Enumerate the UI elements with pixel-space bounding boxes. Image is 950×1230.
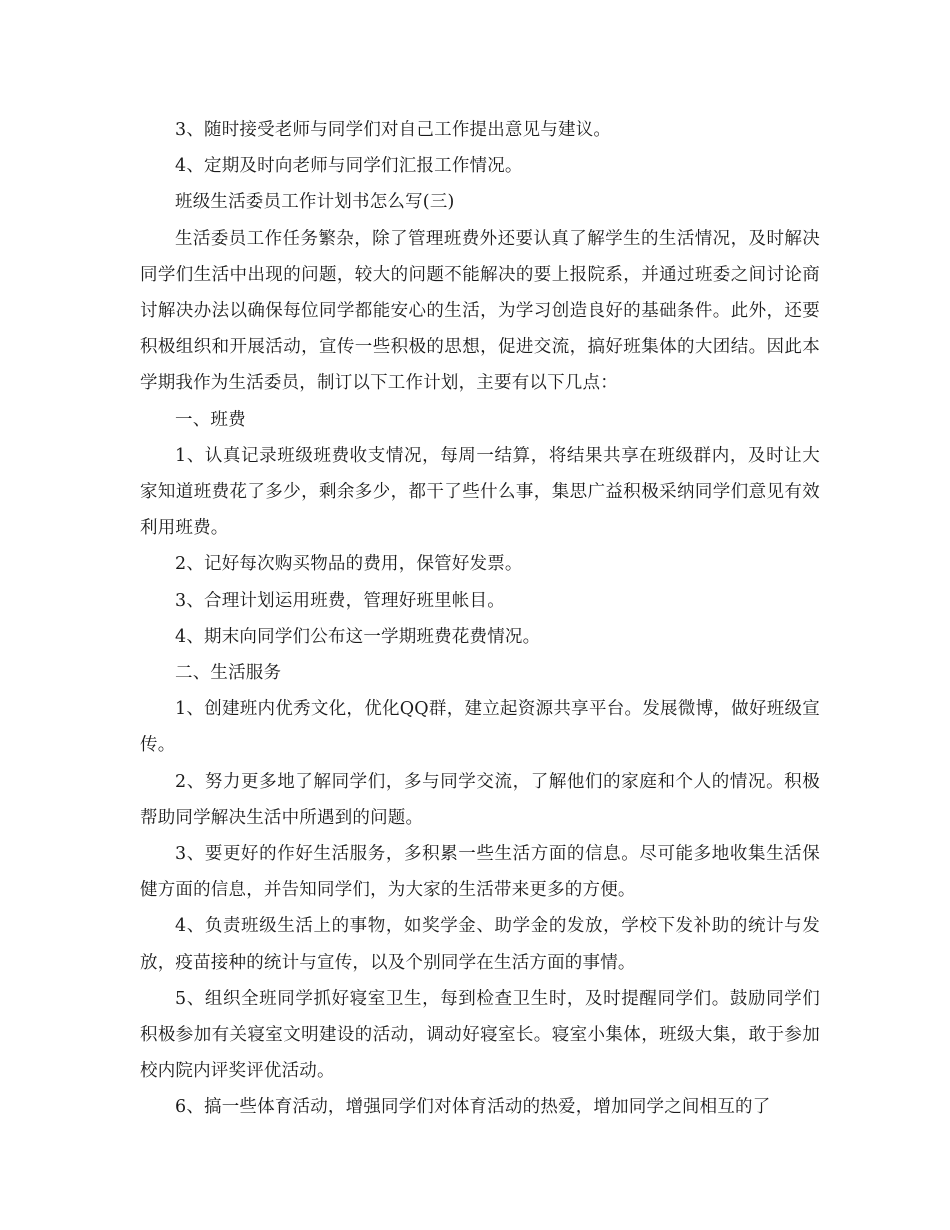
- paragraph: 5、组织全班同学抓好寝室卫生，每到检查卫生时，及时提醒同学们。鼓励同学们积极参加有关寝室文明建设的活动，调动好寝室长。寝室小集体，班级大集，敢于参加校内院内评奖评优活动。: [140, 988, 820, 1082]
- paragraph: 生活委员工作任务繁杂，除了管理班费外还要认真了解学生的生活情况，及时解决同学们生活中出现的问题，较大的问题不能解决的要上报院系，并通过班委之间讨论商讨解决办法以确保每位同学都能安心的生活，为学习创造良好的基础条件。此外，还要积极组织和开展活动，宣传一些积极的思想，促进交流，搞好班集体的大团结。因此本学期我作为生活委员，制订以下工作计划，主要有以下几点：: [140, 228, 820, 394]
- paragraph: 1、认真记录班级班费收支情况，每周一结算，将结果共享在班级群内，及时让大家知道班费花了多少，剩余多少，都干了些什么事，集思广益积极采纳同学们意见有效利用班费。: [140, 445, 820, 539]
- paragraph: 1、创建班内优秀文化，优化QQ群，建立起资源共享平台。发展微博，做好班级宣传。: [140, 699, 820, 756]
- section-heading-class-fee: 一、班费: [175, 409, 246, 430]
- paragraph: 2、记好每次购买物品的费用，保管好发票。: [175, 554, 523, 575]
- paragraph: 3、合理计划运用班费，管理好班里帐目。: [175, 590, 505, 611]
- paragraph: 3、随时接受老师与同学们对自己工作提出意见与建议。: [175, 120, 612, 140]
- paragraph: 4、负责班级生活上的事物，如奖学金、助学金的发放，学校下发补助的统计与发放，疫苗接种的统计与宣传，以及个别同学在生活方面的事情。: [140, 916, 820, 973]
- document-body: [140, 112, 820, 1126]
- section-title: 班级生活委员工作计划书怎么写(三): [175, 192, 455, 213]
- paragraph: 6、搞一些体育活动，增强同学们对体育活动的热爱，增加同学之间相互的了: [175, 1097, 771, 1118]
- paragraph: 2、努力更多地了解同学们，多与同学交流，了解他们的家庭和个人的情况。积极帮助同学解决生活中所遇到的问题。: [140, 771, 820, 828]
- section-heading-life-service: 二、生活服务: [175, 663, 282, 684]
- paragraph: 4、期末向同学们公布这一学期班费花费情况。: [175, 626, 541, 647]
- paragraph: 4、定期及时向老师与同学们汇报工作情况。: [175, 156, 523, 177]
- paragraph: 3、要更好的作好生活服务，多积累一些生活方面的信息。尽可能多地收集生活保健方面的信息，并告知同学们，为大家的生活带来更多的方便。: [140, 844, 820, 901]
